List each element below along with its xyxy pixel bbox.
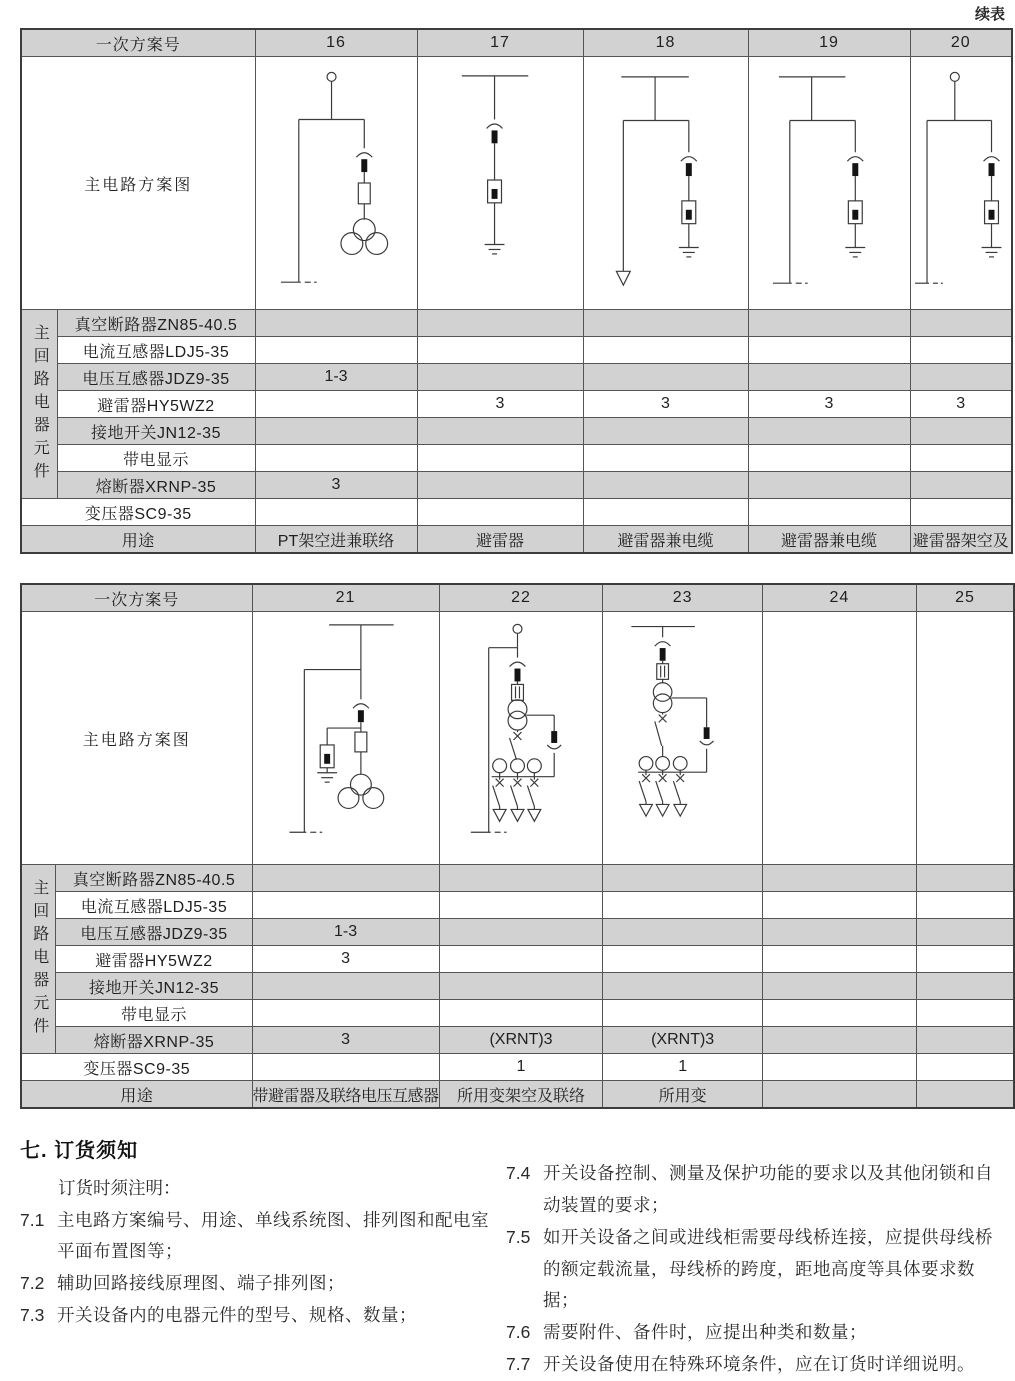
component-name: 熔断器XRNP-35: [57, 472, 255, 499]
component-name: 电压互感器JDZ9-35: [57, 364, 255, 391]
component-row: [21, 946, 1014, 973]
note-text: 开关设备使用在特殊环境条件，应在订货时详细说明。: [543, 1354, 975, 1375]
component-name: 电压互感器JDZ9-35: [56, 919, 252, 946]
component-value: [255, 445, 417, 472]
component-value: [439, 892, 603, 919]
component-value: [252, 1000, 439, 1027]
component-value: [252, 865, 439, 892]
component-value: [583, 337, 748, 364]
component-value: [910, 499, 1012, 526]
component-value: 3: [252, 946, 439, 973]
scheme-table-21-25: [20, 583, 1015, 1109]
scheme-number-header: 一次方案号: [21, 29, 255, 57]
scheme-number-row: [21, 584, 1014, 612]
scheme-diagram-19: [749, 57, 910, 309]
note-item-7-1: [20, 1205, 506, 1269]
usage-value: 避雷器架空及: [910, 526, 1012, 554]
note-number: 7.3: [20, 1305, 45, 1326]
note-item-7-5: [506, 1222, 998, 1318]
component-value: [910, 418, 1012, 445]
usage-label: 用途: [21, 1081, 252, 1109]
group-label: 主回路电器元件: [30, 878, 48, 1040]
component-value: [439, 865, 603, 892]
component-value: [762, 946, 916, 973]
component-row: [21, 364, 1012, 391]
scheme-number-21: 21: [252, 584, 439, 612]
component-value: [748, 418, 910, 445]
note-text: 辅助回路接线原理图、端子排列图；: [57, 1273, 345, 1294]
ordering-notes-section: [20, 1134, 998, 1381]
scheme-diagram-25-empty: [916, 612, 1014, 865]
component-value: [417, 364, 583, 391]
component-row: [21, 1000, 1014, 1027]
diagram-row-label: 主电路方案图: [21, 612, 252, 865]
component-value: [603, 1000, 762, 1027]
scheme-table-16-20: [20, 28, 1013, 554]
note-text: 如开关设备之间或进线柜需要母线桥连接，应提供母线桥的额定载流量，母线桥的跨度，距地高度等具体要求数据；: [543, 1226, 993, 1311]
scheme-number-17: 17: [417, 29, 583, 57]
diagram-row: [21, 612, 1014, 865]
scheme-diagram-16: [256, 57, 417, 309]
component-row: [21, 472, 1012, 499]
component-value: 3: [252, 1027, 439, 1054]
component-value: [417, 445, 583, 472]
component-value: 1: [439, 1054, 603, 1081]
component-value: [252, 1054, 439, 1081]
scheme-diagram-22: [440, 612, 603, 864]
scheme-number-24: 24: [762, 584, 916, 612]
component-value: 1-3: [252, 919, 439, 946]
component-value: [439, 919, 603, 946]
component-value: [748, 472, 910, 499]
component-value: [583, 364, 748, 391]
transformer-row: [21, 499, 1012, 526]
component-value: [417, 472, 583, 499]
note-item-7-2: [20, 1268, 506, 1300]
scheme-diagram-23: [603, 612, 761, 864]
component-value: 3: [255, 472, 417, 499]
component-name: 变压器SC9-35: [21, 1054, 252, 1081]
component-name: 真空断路器ZN85-40.5: [56, 865, 252, 892]
group-label-cell: [21, 310, 57, 499]
usage-row: [21, 526, 1012, 554]
component-value: 1-3: [255, 364, 417, 391]
note-number: 7.1: [20, 1209, 45, 1230]
component-row: [21, 310, 1012, 337]
notes-right-column: [506, 1134, 998, 1381]
component-name: 带电显示: [57, 445, 255, 472]
component-name: 接地开关JN12-35: [56, 973, 252, 1000]
component-value: [762, 892, 916, 919]
component-name: 避雷器HY5WZ2: [56, 946, 252, 973]
component-value: [916, 865, 1014, 892]
usage-value: [916, 1081, 1014, 1109]
component-value: [439, 973, 603, 1000]
component-value: [916, 973, 1014, 1000]
component-value: [762, 919, 916, 946]
component-name: 熔断器XRNP-35: [56, 1027, 252, 1054]
component-name: 电流互感器LDJ5-35: [56, 892, 252, 919]
note-number: 7.7: [506, 1354, 531, 1375]
component-value: [748, 337, 910, 364]
scheme-number-row: [21, 29, 1012, 57]
component-row: [21, 865, 1014, 892]
component-value: (XRNT)3: [439, 1027, 603, 1054]
notes-heading: 七. 订货须知: [20, 1140, 139, 1162]
component-value: [583, 418, 748, 445]
scheme-diagram-18: [584, 57, 748, 309]
component-value: [417, 337, 583, 364]
component-value: [916, 919, 1014, 946]
component-value: [603, 892, 762, 919]
component-name: 带电显示: [56, 1000, 252, 1027]
usage-value: 带避雷器及联络电压互感器: [252, 1081, 439, 1109]
usage-label: 用途: [21, 526, 255, 554]
usage-value: 所用变架空及联络: [439, 1081, 603, 1109]
component-value: 3: [417, 391, 583, 418]
note-number: 7.5: [506, 1226, 531, 1247]
component-value: 1: [603, 1054, 762, 1081]
note-number: 7.4: [506, 1163, 531, 1183]
scheme-diagram-17: [418, 57, 583, 309]
scheme-diagram-20: [911, 57, 1012, 309]
diagram-row: [21, 57, 1012, 310]
note-text: 需要附件、备件时，应提出种类和数量；: [543, 1322, 867, 1343]
scheme-number-23: 23: [603, 584, 762, 612]
notes-left-column: [20, 1134, 506, 1381]
component-value: [910, 310, 1012, 337]
scheme-number-22: 22: [439, 584, 603, 612]
usage-row: [21, 1081, 1014, 1109]
component-name: 电流互感器LDJ5-35: [57, 337, 255, 364]
component-value: [603, 865, 762, 892]
scheme-number-19: 19: [748, 29, 910, 57]
component-value: [916, 1054, 1014, 1081]
component-value: [252, 892, 439, 919]
component-value: [762, 973, 916, 1000]
continued-table-label: 续表: [974, 6, 1005, 23]
note-item-7-4: [506, 1158, 998, 1222]
scheme-number-20: 20: [910, 29, 1012, 57]
component-value: [762, 1054, 916, 1081]
scheme-number-16: 16: [255, 29, 417, 57]
component-value: [748, 499, 910, 526]
component-value: [762, 1000, 916, 1027]
usage-value: 所用变: [603, 1081, 762, 1109]
component-value: [910, 364, 1012, 391]
component-value: [255, 337, 417, 364]
component-value: [603, 919, 762, 946]
component-name: 接地开关JN12-35: [57, 418, 255, 445]
component-value: [916, 892, 1014, 919]
usage-value: 避雷器: [417, 526, 583, 554]
note-number: 7.2: [20, 1273, 45, 1294]
note-text: 开关设备内的电器元件的型号、规格、数量；: [57, 1305, 417, 1326]
note-item-7-3: [20, 1300, 506, 1332]
component-value: [439, 1000, 603, 1027]
component-name: 真空断路器ZN85-40.5: [57, 310, 255, 337]
group-label: 主回路电器元件: [31, 323, 49, 485]
note-text: 开关设备控制、测量及保护功能的要求以及其他闭锁和自动装置的要求；: [543, 1163, 993, 1215]
note-text: 主电路方案编号、用途、单线系统图、排列图和配电室平面布置图等；: [57, 1209, 489, 1262]
component-value: [417, 499, 583, 526]
note-item-7-7: [506, 1349, 998, 1381]
note-number: 7.6: [506, 1322, 531, 1343]
component-value: [916, 1027, 1014, 1054]
component-value: [255, 418, 417, 445]
diagram-row-label: 主电路方案图: [21, 57, 255, 310]
component-value: [255, 310, 417, 337]
scheme-number-25: 25: [916, 584, 1014, 612]
component-value: [762, 1027, 916, 1054]
component-row: [21, 418, 1012, 445]
component-value: [910, 472, 1012, 499]
scheme-number-18: 18: [583, 29, 748, 57]
component-name: 避雷器HY5WZ2: [57, 391, 255, 418]
component-value: [910, 445, 1012, 472]
usage-value: PT架空进兼联络: [255, 526, 417, 554]
note-item-7-6: [506, 1317, 998, 1349]
component-value: [417, 418, 583, 445]
component-row: [21, 892, 1014, 919]
scheme-diagram-24-empty: [762, 612, 916, 865]
component-value: [583, 445, 748, 472]
component-value: [762, 865, 916, 892]
component-value: [748, 310, 910, 337]
component-row: [21, 973, 1014, 1000]
component-row: [21, 445, 1012, 472]
usage-value: 避雷器兼电缆: [748, 526, 910, 554]
component-value: [748, 445, 910, 472]
component-row: [21, 919, 1014, 946]
component-value: (XRNT)3: [603, 1027, 762, 1054]
component-value: [252, 973, 439, 1000]
component-row: [21, 337, 1012, 364]
component-value: [916, 1000, 1014, 1027]
component-row: [21, 391, 1012, 418]
component-value: 3: [910, 391, 1012, 418]
component-value: [255, 391, 417, 418]
group-label-cell: [21, 865, 56, 1054]
component-value: 3: [583, 391, 748, 418]
component-value: [910, 337, 1012, 364]
component-value: [439, 946, 603, 973]
component-value: [583, 499, 748, 526]
notes-intro: 订货时须注明：: [58, 1178, 181, 1198]
component-value: [417, 310, 583, 337]
component-value: [255, 499, 417, 526]
scheme-diagram-21: [253, 612, 439, 864]
usage-value: 避雷器兼电缆: [583, 526, 748, 554]
component-value: [748, 364, 910, 391]
component-value: [603, 973, 762, 1000]
transformer-row: [21, 1054, 1014, 1081]
component-value: [583, 472, 748, 499]
usage-value: [762, 1081, 916, 1109]
component-value: 3: [748, 391, 910, 418]
component-value: [916, 946, 1014, 973]
scheme-number-header: 一次方案号: [21, 584, 252, 612]
component-name: 变压器SC9-35: [21, 499, 255, 526]
component-value: [583, 310, 748, 337]
component-row: [21, 1027, 1014, 1054]
component-value: [603, 946, 762, 973]
